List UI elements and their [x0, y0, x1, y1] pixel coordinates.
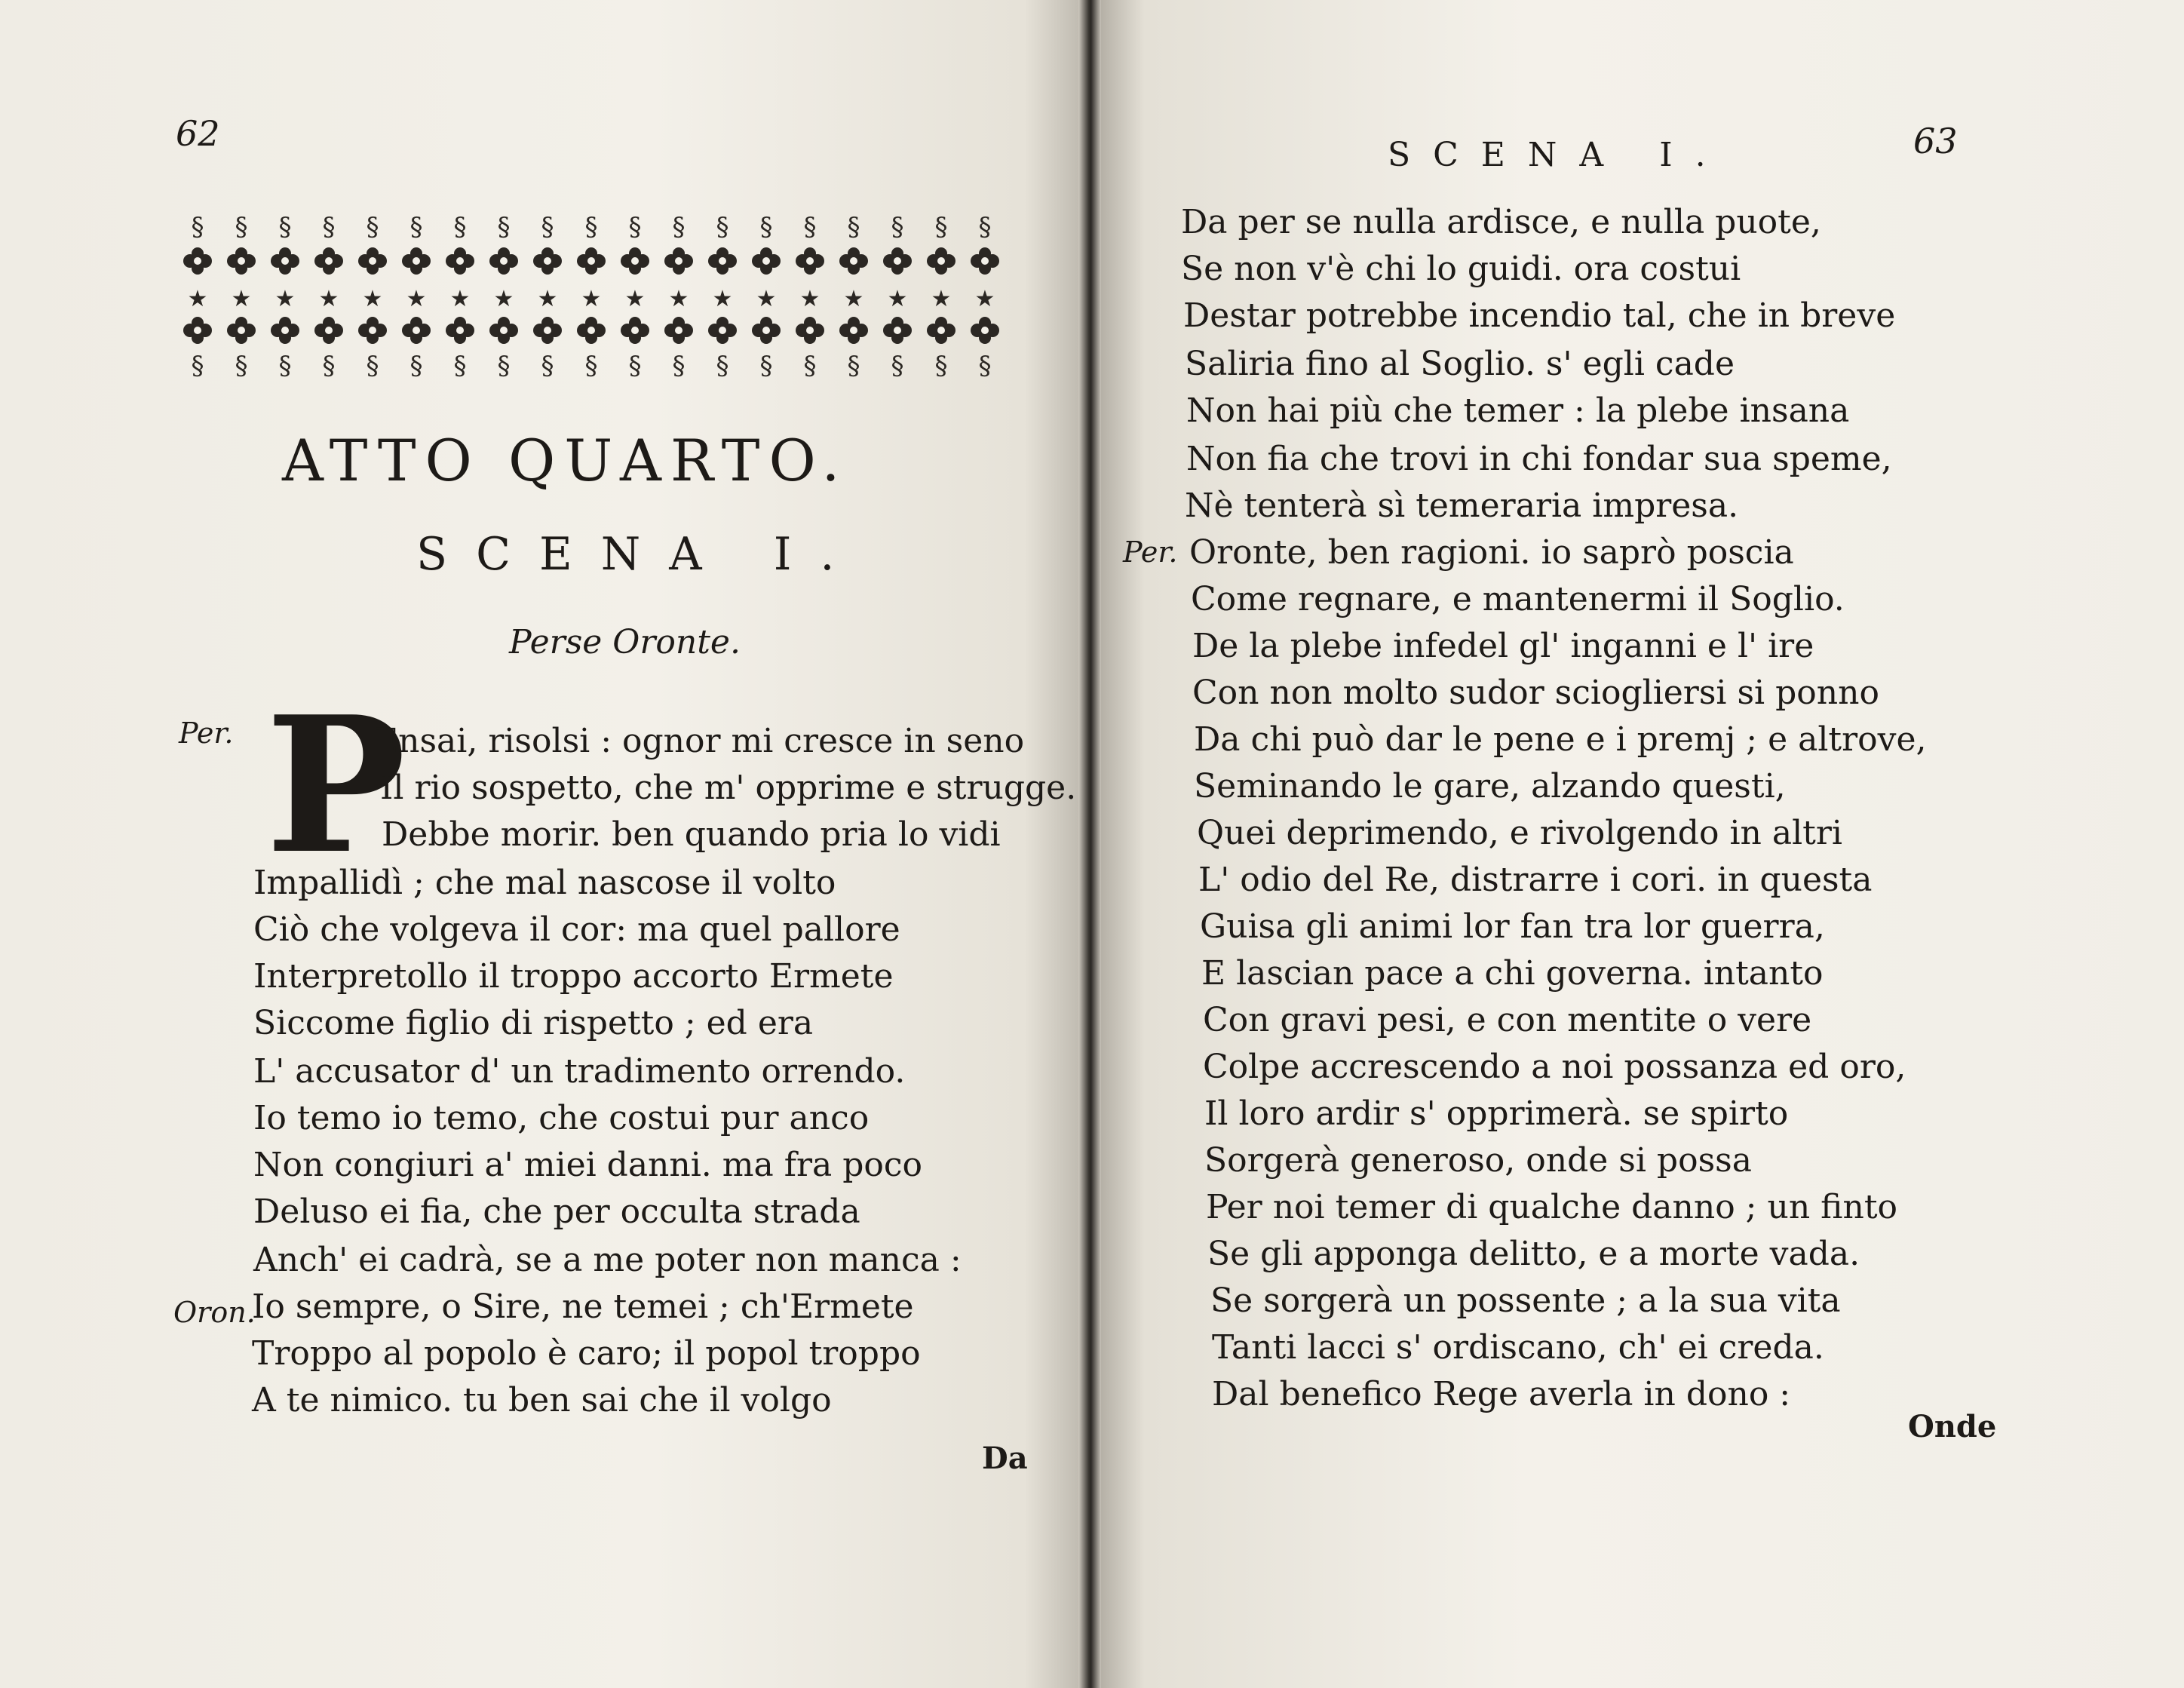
svg-text:§: §: [628, 351, 642, 381]
svg-text:§: §: [803, 351, 817, 381]
svg-text:§: §: [891, 351, 904, 381]
verse-line: Da chi può dar le pene e i premj ; e altrove,: [1194, 720, 1927, 759]
svg-text:§: §: [672, 351, 686, 381]
verse-line: Ensai, risolsi : ognor mi cresce in seno: [374, 722, 1025, 760]
verse-line: Seminando le gare, alzando questi,: [1194, 767, 1786, 806]
verse-line: Per noi temer di qualche danno ; un finto: [1206, 1188, 1897, 1226]
verse-line: Interpretollo il troppo accorto Ermete: [253, 957, 894, 996]
verse-line: Come regnare, e mantenermi il Soglio.: [1191, 580, 1845, 618]
svg-text:★: ★: [493, 286, 514, 312]
svg-text:§: §: [235, 351, 248, 381]
svg-text:§: §: [453, 351, 467, 381]
verse-line: A te nimico. tu ben sai che il volgo: [252, 1381, 832, 1419]
svg-text:§: §: [366, 351, 379, 381]
verse-line: Non congiuri a' miei danni. ma fra poco: [253, 1146, 923, 1184]
svg-text:§: §: [759, 213, 773, 242]
verse-line: Nè tenterà sì temeraria impresa.: [1185, 486, 1739, 525]
running-head: SCENA I.: [1388, 136, 1728, 174]
verse-line: Io sempre, o Sire, ne temei ; ch'Ermete: [252, 1287, 914, 1326]
svg-text:§: §: [497, 213, 511, 242]
verse-line: Tanti lacci s' ordiscano, ch' ei creda.: [1212, 1328, 1824, 1367]
svg-text:★: ★: [799, 286, 821, 312]
catchword: Onde: [1908, 1409, 1997, 1444]
verse-line: Quei deprimendo, e rivolgendo in altri: [1197, 814, 1842, 852]
drop-cap: P: [265, 676, 406, 895]
svg-text:§: §: [847, 213, 860, 242]
verse-line: Io temo io temo, che costui pur anco: [253, 1099, 870, 1137]
verse-line: Colpe accrescendo a noi possanza ed oro,: [1203, 1048, 1906, 1086]
svg-text:§: §: [410, 213, 423, 242]
svg-text:★: ★: [887, 286, 908, 312]
svg-text:§: §: [891, 213, 904, 242]
verse-line: Impallidì ; che mal nascose il volto: [253, 864, 836, 902]
svg-text:§: §: [497, 351, 511, 381]
verse-line: Anch' ei cadrà, se a me poter non manca :: [253, 1241, 962, 1279]
svg-text:§: §: [541, 213, 554, 242]
verse-line: Guisa gli animi lor fan tra lor guerra,: [1200, 907, 1825, 946]
verse-line: L' odio del Re, distrarre i cori. in questa: [1198, 861, 1873, 899]
verse-line: Il rio sospetto, che m' opprime e strugge.: [380, 769, 1077, 807]
verse-line: Con non molto sudor sciogliersi si ponno: [1192, 674, 1879, 712]
page-number: 63: [1913, 121, 1958, 161]
verse-line: Oronte, ben ragioni. io saprò poscia: [1189, 533, 1794, 572]
act-title: ATTO QUARTO.: [282, 427, 849, 494]
svg-text:★: ★: [231, 286, 252, 312]
verse-line: Con gravi pesi, e con mentite o vere: [1203, 1001, 1812, 1039]
verse-line: Dal benefico Rege averla in dono :: [1212, 1375, 1791, 1413]
svg-text:★: ★: [712, 286, 733, 312]
svg-text:★: ★: [756, 286, 777, 312]
verse-line: Se gli apponga delitto, e a morte vada.: [1207, 1235, 1860, 1273]
svg-text:★: ★: [668, 286, 689, 312]
svg-text:★: ★: [931, 286, 952, 312]
svg-text:§: §: [322, 213, 336, 242]
svg-text:§: §: [278, 213, 292, 242]
verse-line: Siccome figlio di rispetto ; ed era: [253, 1004, 814, 1042]
svg-text:§: §: [322, 351, 336, 381]
speaker-per: Per.: [1123, 536, 1178, 569]
svg-text:§: §: [584, 351, 598, 381]
svg-text:★: ★: [406, 286, 427, 312]
svg-text:★: ★: [624, 286, 646, 312]
svg-text:§: §: [672, 213, 686, 242]
svg-text:§: §: [366, 213, 379, 242]
svg-text:§: §: [934, 213, 948, 242]
svg-text:§: §: [934, 351, 948, 381]
svg-text:★: ★: [187, 286, 208, 312]
verse-line: Da per se nulla ardisce, e nulla puote,: [1181, 203, 1821, 241]
svg-text:★: ★: [449, 286, 471, 312]
svg-text:§: §: [541, 351, 554, 381]
svg-text:§: §: [191, 351, 204, 381]
svg-text:§: §: [628, 213, 642, 242]
verse-line: Non fia che trovi in chi fondar sua speme,: [1186, 440, 1892, 478]
svg-text:★: ★: [362, 286, 383, 312]
verse-line: Il loro ardir s' opprimerà. se spirto: [1204, 1094, 1789, 1133]
verse-line: Sorgerà generoso, onde si possa: [1204, 1141, 1752, 1180]
speaker-oron: Oron.: [173, 1296, 256, 1329]
scene-title: SCENA I.: [416, 528, 863, 581]
catchword: Da: [982, 1441, 1028, 1476]
verse-line: Saliria fino al Soglio. s' egli cade: [1185, 345, 1735, 383]
svg-text:★: ★: [275, 286, 296, 312]
svg-text:§: §: [191, 213, 204, 242]
book-gutter: [1078, 0, 1101, 1688]
scene-persons: Perse Oronte.: [509, 623, 741, 661]
verse-line: L' accusator d' un tradimento orrendo.: [253, 1052, 906, 1091]
speaker-per: Per.: [179, 717, 234, 750]
svg-text:★: ★: [318, 286, 339, 312]
verse-line: Troppo al popolo è caro; il popol troppo: [252, 1334, 921, 1373]
verse-line: Se non v'è chi lo guidi. ora costui: [1181, 250, 1741, 288]
left-page: [0, 0, 1090, 1688]
svg-text:§: §: [716, 351, 729, 381]
svg-text:§: §: [978, 351, 992, 381]
verse-line: Se sorgerà un possente ; a la sua vita: [1210, 1281, 1841, 1320]
svg-text:§: §: [584, 213, 598, 242]
svg-text:★: ★: [843, 286, 864, 312]
svg-text:§: §: [803, 213, 817, 242]
right-page: [1090, 0, 2184, 1688]
verse-line: E lascian pace a chi governa. intanto: [1201, 954, 1824, 993]
verse-line: Debbe morir. ben quando pria lo vidi: [382, 815, 1001, 854]
page-number: 62: [176, 113, 220, 154]
svg-text:★: ★: [537, 286, 558, 312]
svg-text:§: §: [235, 213, 248, 242]
svg-text:★: ★: [581, 286, 602, 312]
svg-text:§: §: [978, 213, 992, 242]
svg-text:★: ★: [974, 286, 995, 312]
svg-text:§: §: [410, 351, 423, 381]
svg-text:§: §: [716, 213, 729, 242]
verse-line: Deluso ei fia, che per occulta strada: [253, 1192, 860, 1231]
verse-line: Ciò che volgeva il cor: ma quel pallore: [253, 910, 900, 949]
verse-line: Non hai più che temer : la plebe insana: [1186, 391, 1850, 430]
svg-text:§: §: [453, 213, 467, 242]
svg-text:§: §: [847, 351, 860, 381]
svg-text:§: §: [759, 351, 773, 381]
svg-text:§: §: [278, 351, 292, 381]
verse-line: De la plebe infedel gl' inganni e l' ire: [1192, 627, 1814, 665]
verse-line: Destar potrebbe incendio tal, che in breve: [1183, 296, 1896, 335]
headpiece-ornament: [179, 213, 1039, 383]
